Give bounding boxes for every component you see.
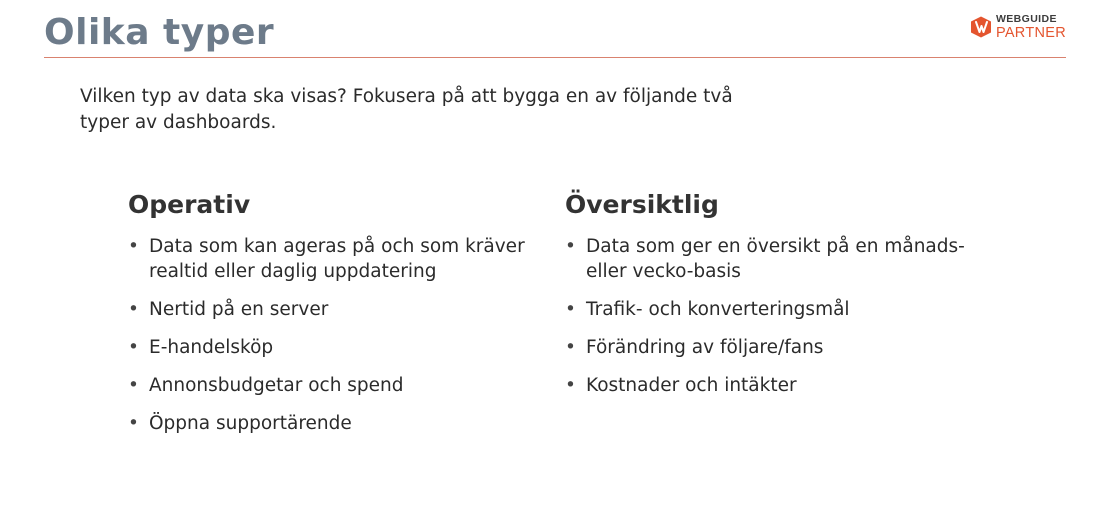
slide-title: Olika typer (44, 12, 275, 53)
column-oversiktlig (565, 188, 985, 411)
logo-mark-icon (969, 15, 993, 39)
logo-text-bottom: PARTNER (995, 24, 1066, 41)
title-divider (44, 57, 1066, 58)
intro-text: Vilken typ av data ska visas? Fokusera på att bygga en av följande två typer av dashboards. (80, 86, 733, 133)
bullet-list-oversiktlig (565, 234, 985, 398)
list-item: • E-handelsköp (128, 335, 548, 360)
webguide-partner-logo (969, 14, 1066, 40)
list-item: • Kostnader och intäkter (565, 373, 985, 398)
column-heading-operativ: Operativ (128, 190, 251, 219)
list-item: • Data som ger en översikt på en månads- eller vecko-basis (565, 234, 985, 284)
logo-text-top: WEBGUIDE (995, 13, 1057, 25)
list-item: • Trafik- och konverteringsmål (565, 297, 985, 322)
list-item: • Förändring av följare/fans (565, 335, 985, 360)
column-operativ (128, 188, 548, 449)
bullet-list-operativ (128, 234, 548, 436)
column-heading-oversiktlig: Översiktlig (565, 190, 719, 219)
list-item: • Annonsbudgetar och spend (128, 373, 548, 398)
list-item: • Nertid på en server (128, 297, 548, 322)
list-item: • Öppna supportärende (128, 411, 548, 436)
list-item: • Data som kan ageras på och som kräver realtid eller daglig uppdatering (128, 234, 548, 284)
